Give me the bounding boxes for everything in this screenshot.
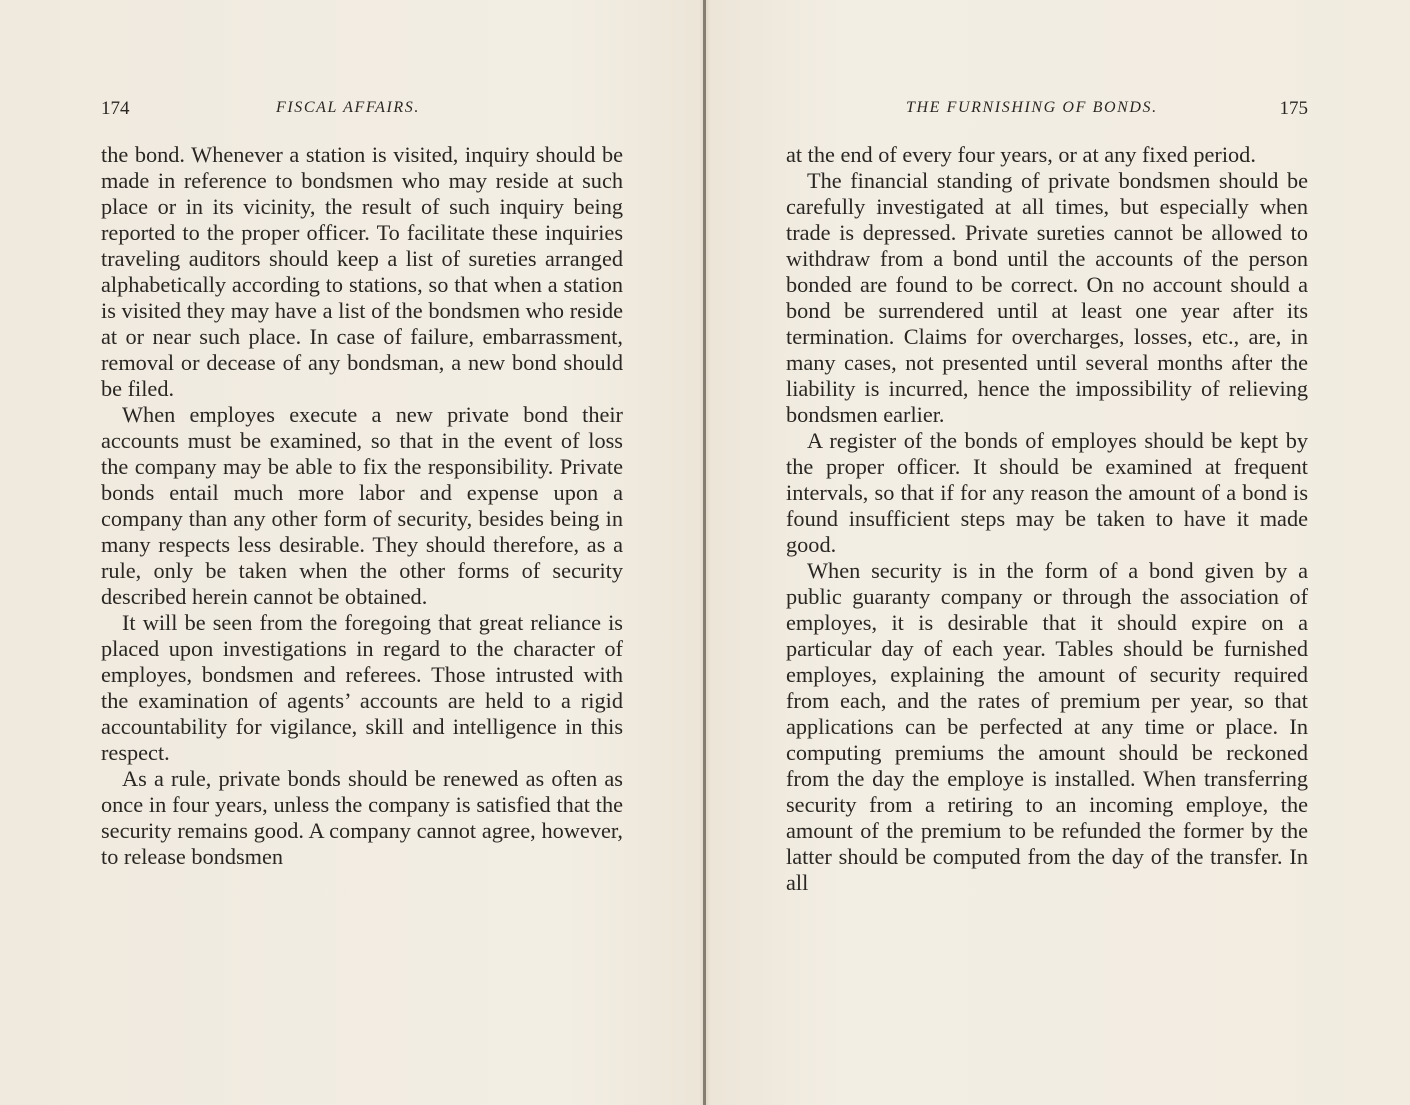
right-body-text xyxy=(786,142,1308,896)
left-paragraph-1: the bond. Whenever a station is visited, inquiry should be made in reference to bondsmen who may reside at such place or in its vicinity, the result of such inquiry being reported to the proper officer. To facilitate these inquiries traveling auditors should keep a list of sureties arranged alphabetically according to stations, so that when a station is visited they may have a list of the bondsmen who reside at or near such place. In case of failure, embarrassment, removal or decease of any bondsman, a new bond should be filed. xyxy=(101,142,623,401)
left-chapter-title: FISCAL AFFAIRS. xyxy=(276,99,420,116)
left-paragraph-3: It will be seen from the foregoing that great reliance is placed upon investigations in regard to the character of employes, bondsmen and referees. Those intrusted with the examination of agents’ accounts are held to a rigid accountability for vigilance, skill and intelligence in this respect. xyxy=(101,610,623,765)
left-body-text xyxy=(101,142,623,870)
right-running-head xyxy=(786,98,1308,124)
left-page xyxy=(101,0,623,1105)
left-paragraph-4: As a rule, private bonds should be renewed as often as once in four years, unless the company is satisfied that the security remains good. A company cannot agree, however, to release bondsmen xyxy=(101,766,623,869)
right-paragraph-2: The financial standing of private bondsmen should be carefully investigated at all times, but especially when trade is depressed. Private sureties cannot be allowed to withdraw from a bond until the accounts of the person bonded are found to be correct. On no account should a bond be surrendered until at least one year after its termination. Claims for overcharges, losses, etc., are, in many cases, not presented until several months after the liability is incurred, hence the impossibility of relieving bondsmen earlier. xyxy=(786,168,1308,427)
left-running-head xyxy=(101,98,623,124)
right-paragraph-1: at the end of every four years, or at any fixed period. xyxy=(786,142,1256,167)
right-paragraph-4: When security is in the form of a bond given by a public guaranty company or through the association of employes, it is desirable that it should expire on a particular day of each year. Tables should be furnished employes, explaining the amount of security required from each, and the rates of premium per year, so that applications can be perfected at any time or place. In computing premiums the amount should be reckoned from the day the employe is installed. When transferring security from a retiring to an incoming employe, the amount of the premium to be refunded the former by the latter should be computed from the day of the transfer. In all xyxy=(786,558,1308,895)
left-page-number: 174 xyxy=(101,98,130,119)
right-paragraph-3: A register of the bonds of employes should be kept by the proper officer. It should be examined at frequent intervals, so that if for any reason the amount of a bond is found insufficient steps may be taken to have it made good. xyxy=(786,428,1308,557)
right-page xyxy=(786,0,1308,1105)
right-chapter-title: THE FURNISHING OF BONDS. xyxy=(906,99,1158,116)
right-page-number: 175 xyxy=(1279,98,1308,119)
book-gutter xyxy=(703,0,706,1105)
left-paragraph-2: When employes execute a new private bond their accounts must be examined, so that in the event of loss the company may be able to fix the responsibility. Private bonds entail much more labor and expense upon a company than any other form of security, besides being in many respects less desirable. They should therefore, as a rule, only be taken when the other forms of security described herein cannot be obtained. xyxy=(101,402,623,609)
